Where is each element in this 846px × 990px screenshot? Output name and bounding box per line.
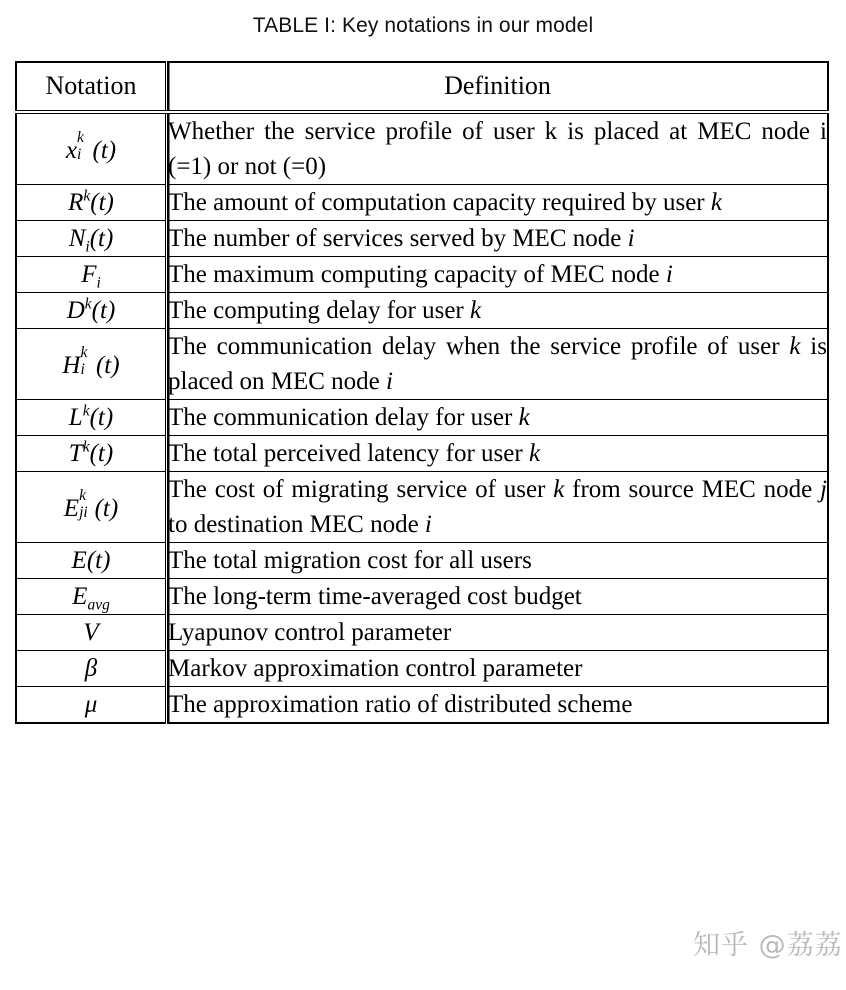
definition-cell bbox=[167, 615, 829, 651]
column-header-definition-label: Definition bbox=[444, 71, 551, 100]
notation-cell bbox=[16, 221, 167, 257]
table-row bbox=[16, 221, 828, 257]
table-row bbox=[16, 615, 828, 651]
definition-cell bbox=[167, 329, 829, 400]
table-row bbox=[16, 436, 828, 472]
zhihu-watermark: 知乎 @荔荔 bbox=[693, 930, 843, 961]
definition-text: The approximation ratio of distributed scheme bbox=[168, 691, 633, 718]
notation-table bbox=[15, 61, 829, 724]
definition-text: The total migration cost for all users bbox=[168, 547, 532, 574]
notation-cell bbox=[16, 687, 167, 724]
definition-text: The computing delay for user k bbox=[168, 297, 482, 324]
notation-cell bbox=[16, 400, 167, 436]
definition-cell bbox=[167, 293, 829, 329]
notation-symbol: E(t) bbox=[71, 546, 111, 574]
notation-symbol: $E_{avg}$ bbox=[72, 582, 110, 613]
definition-text: The amount of computation capacity required by user k bbox=[168, 189, 722, 216]
notation-cell bbox=[16, 615, 167, 651]
notation-symbol: E k ji (t) bbox=[63, 486, 119, 522]
notation-symbol: $T^k(t)$ bbox=[68, 437, 114, 467]
definition-text: The communication delay when the service profile of user k is placed on MEC node i bbox=[168, 333, 827, 395]
definition-text: The communication delay for user k bbox=[168, 404, 530, 431]
definition-cell bbox=[167, 221, 829, 257]
notation-cell bbox=[16, 185, 167, 221]
column-header-definition bbox=[167, 62, 829, 112]
notation-symbol: $R^k(t)$ bbox=[68, 186, 114, 216]
definition-text: The long-term time-averaged cost budget bbox=[168, 583, 582, 610]
notation-cell bbox=[16, 579, 167, 615]
definition-text: Lyapunov control parameter bbox=[168, 619, 452, 646]
definition-text: The maximum computing capacity of MEC node i bbox=[168, 261, 673, 288]
definition-cell bbox=[167, 112, 829, 185]
notation-cell bbox=[16, 112, 167, 185]
notation-cell bbox=[16, 472, 167, 543]
notation-symbol: β bbox=[84, 654, 98, 682]
table-header-row bbox=[16, 62, 828, 112]
notation-cell bbox=[16, 651, 167, 687]
notation-symbol: x k i (t) bbox=[65, 128, 117, 164]
notation-cell bbox=[16, 293, 167, 329]
definition-text: Markov approximation control parameter bbox=[168, 655, 583, 682]
table-row bbox=[16, 651, 828, 687]
table-row bbox=[16, 185, 828, 221]
column-header-notation bbox=[16, 62, 167, 112]
definition-cell bbox=[167, 543, 829, 579]
definition-cell bbox=[167, 400, 829, 436]
table-row bbox=[16, 687, 828, 724]
definition-cell bbox=[167, 185, 829, 221]
notation-symbol: V bbox=[83, 618, 99, 646]
definition-cell bbox=[167, 257, 829, 293]
column-header-notation-label: Notation bbox=[45, 71, 137, 100]
table-row bbox=[16, 579, 828, 615]
table-caption: TABLE I: Key notations in our model bbox=[252, 14, 594, 37]
notation-cell bbox=[16, 257, 167, 293]
definition-text: The number of services served by MEC node i bbox=[168, 225, 635, 252]
definition-text: The cost of migrating service of user k from source MEC node j to destination MEC node i bbox=[168, 476, 827, 538]
table-row bbox=[16, 293, 828, 329]
table-row bbox=[16, 543, 828, 579]
notation-symbol: $N_i(t)$ bbox=[68, 224, 114, 255]
definition-text: Whether the service profile of user k is placed at MEC node i (=1) or not (=0) bbox=[168, 118, 827, 180]
notation-cell bbox=[16, 436, 167, 472]
notation-symbol: $D^k(t)$ bbox=[66, 294, 116, 324]
definition-cell bbox=[167, 472, 829, 543]
notation-symbol: $F_i$ bbox=[81, 260, 101, 291]
definition-cell bbox=[167, 436, 829, 472]
table-row bbox=[16, 112, 828, 185]
definition-text: The total perceived latency for user k bbox=[168, 440, 541, 467]
definition-cell bbox=[167, 651, 829, 687]
notation-cell bbox=[16, 543, 167, 579]
table-row bbox=[16, 400, 828, 436]
notation-symbol: H k i (t) bbox=[62, 343, 120, 379]
notation-symbol: $L^k(t)$ bbox=[68, 401, 114, 431]
table-row bbox=[16, 329, 828, 400]
notation-cell bbox=[16, 329, 167, 400]
table-row bbox=[16, 257, 828, 293]
notation-symbol: μ bbox=[84, 690, 98, 718]
definition-cell bbox=[167, 579, 829, 615]
table-row bbox=[16, 472, 828, 543]
definition-cell bbox=[167, 687, 829, 724]
